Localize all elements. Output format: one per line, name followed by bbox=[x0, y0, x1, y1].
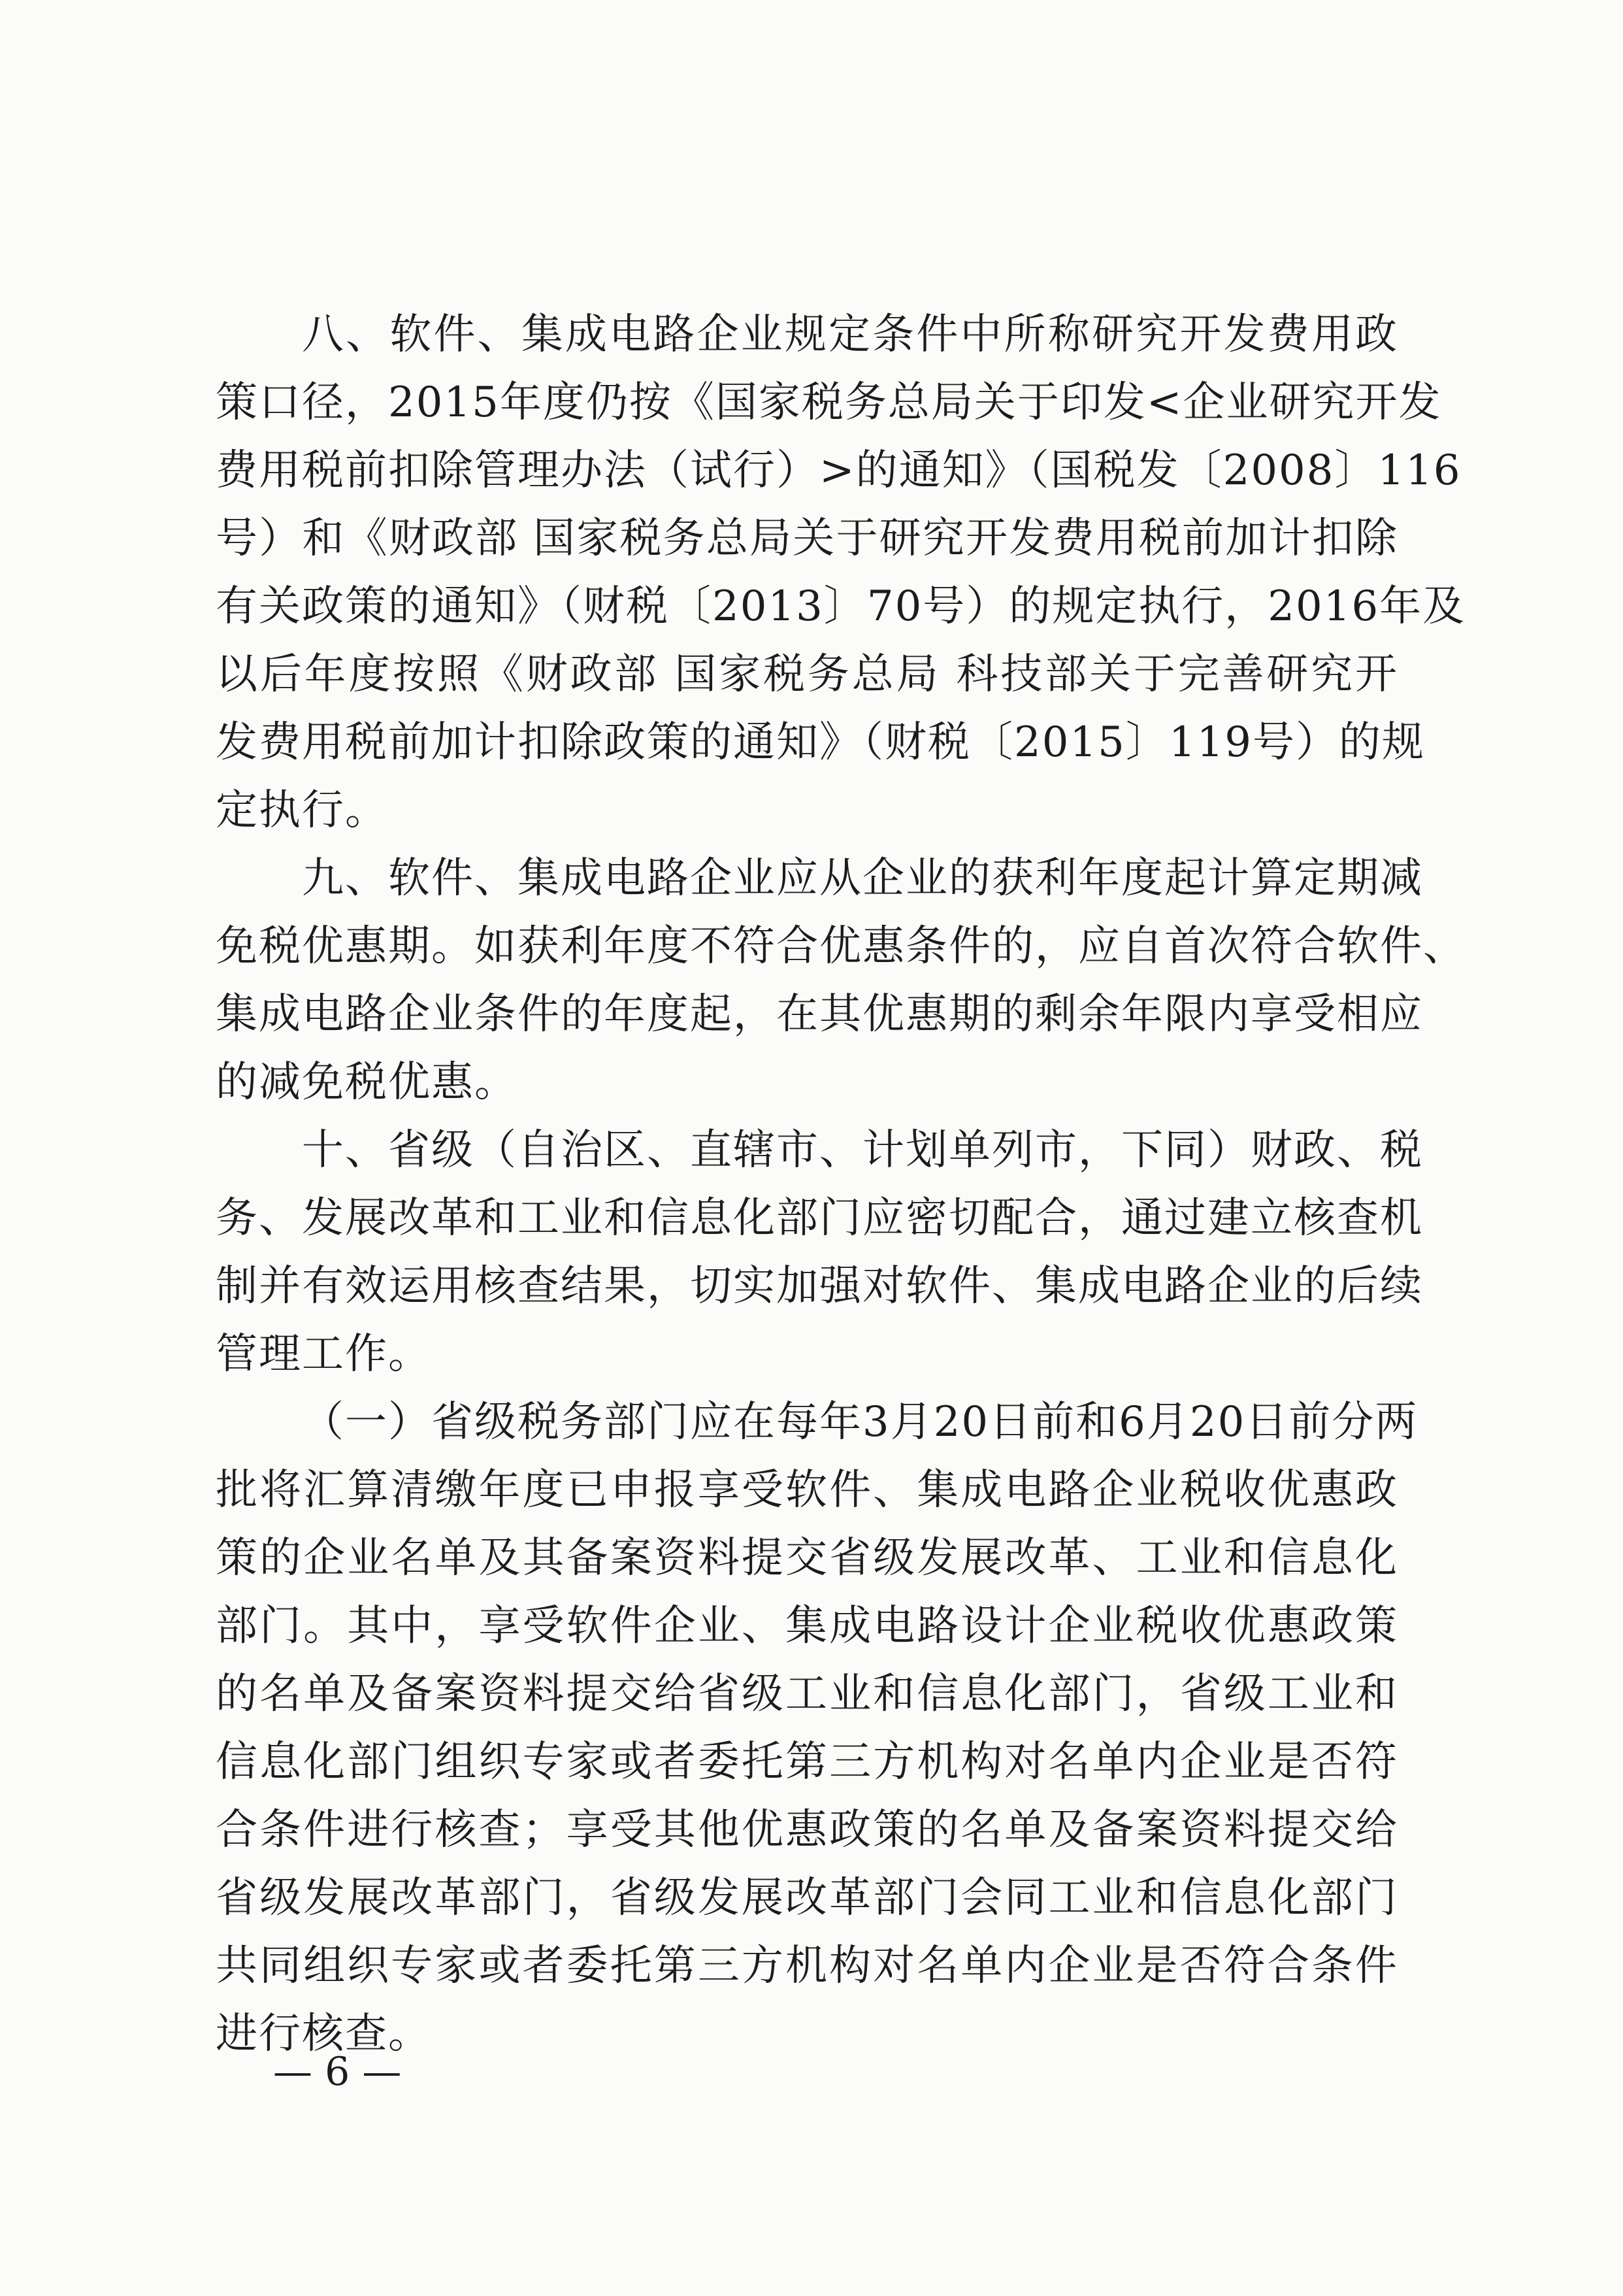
item-1-line-6: 信息化部门组织专家或者委托第三方机构对名单内企业是否符 bbox=[216, 1738, 1398, 1786]
paragraph-8-line-3: 费用税前扣除管理办法（试行）>的通知》（国税发〔2008〕116 bbox=[216, 446, 1462, 495]
item-1-line-8: 省级发展改革部门，省级发展改革部门会同工业和信息化部门 bbox=[216, 1874, 1398, 1922]
item-1-line-7: 合条件进行核查；享受其他优惠政策的名单及备案资料提交给 bbox=[216, 1806, 1398, 1854]
paragraph-9-line-1: 九、软件、集成电路企业应从企业的获利年度起计算定期减 bbox=[302, 854, 1423, 903]
paragraph-10-line-3: 制并有效运用核查结果，切实加强对软件、集成电路企业的后续 bbox=[216, 1262, 1423, 1310]
paragraph-8-line-7: 发费用税前加计扣除政策的通知》（财税〔2015〕119号）的规 bbox=[216, 718, 1426, 767]
item-1-line-9: 共同组织专家或者委托第三方机构对名单内企业是否符合条件 bbox=[216, 1942, 1398, 1990]
page-number: — 6 — bbox=[273, 2049, 402, 2095]
item-1-line-4: 部门。其中，享受软件企业、集成电路设计企业税收优惠政策 bbox=[216, 1602, 1398, 1650]
item-1-line-2: 批将汇算清缴年度已申报享受软件、集成电路企业税收优惠政 bbox=[216, 1466, 1398, 1514]
paragraph-10-line-1: 十、省级（自治区、直辖市、计划单列市，下同）财政、税 bbox=[302, 1126, 1423, 1174]
item-1-line-1: （一）省级税务部门应在每年3月20日前和6月20日前分两 bbox=[302, 1398, 1418, 1446]
item-1-line-10: 进行核查。 bbox=[216, 2010, 431, 2058]
paragraph-8-line-8: 定执行。 bbox=[216, 786, 388, 835]
paragraph-10-line-2: 务、发展改革和工业和信息化部门应密切配合，通过建立核查机 bbox=[216, 1194, 1423, 1242]
paragraph-8-line-1: 八、软件、集成电路企业规定条件中所称研究开发费用政 bbox=[302, 310, 1398, 359]
item-1-line-5: 的名单及备案资料提交给省级工业和信息化部门，省级工业和 bbox=[216, 1670, 1398, 1718]
paragraph-9-line-3: 集成电路企业条件的年度起，在其优惠期的剩余年限内享受相应 bbox=[216, 990, 1423, 1039]
paragraph-10-line-4: 管理工作。 bbox=[216, 1330, 431, 1378]
paragraph-8-line-2: 策口径，2015年度仍按《国家税务总局关于印发<企业研究开发 bbox=[216, 378, 1442, 427]
item-1-line-3: 策的企业名单及其备案资料提交省级发展改革、工业和信息化 bbox=[216, 1534, 1398, 1582]
paragraph-9-line-2: 免税优惠期。如获利年度不符合优惠条件的，应自首次符合软件、 bbox=[216, 922, 1466, 971]
paragraph-8-line-5: 有关政策的通知》（财税〔2013〕70号）的规定执行，2016年及 bbox=[216, 582, 1466, 631]
paragraph-9-line-4: 的减免税优惠。 bbox=[216, 1058, 517, 1106]
paragraph-8-line-6: 以后年度按照《财政部 国家税务总局 科技部关于完善研究开 bbox=[216, 650, 1398, 699]
paragraph-8-line-4: 号）和《财政部 国家税务总局关于研究开发费用税前加计扣除 bbox=[216, 514, 1398, 563]
